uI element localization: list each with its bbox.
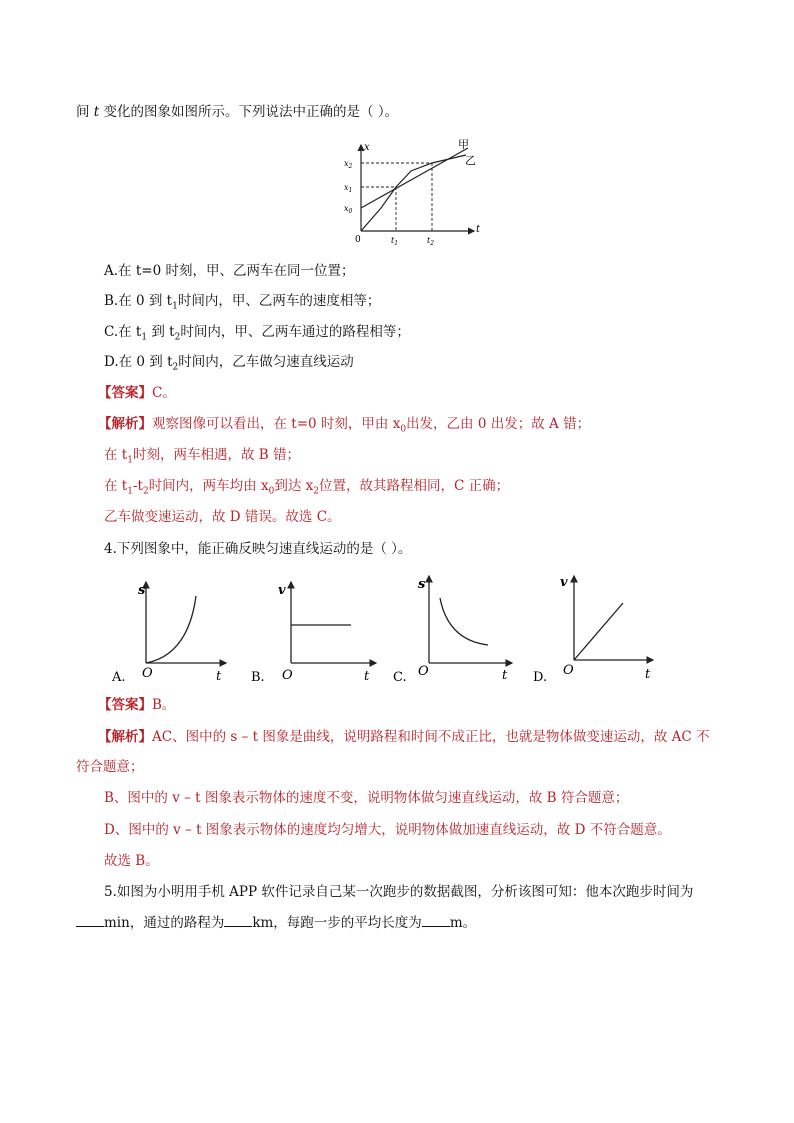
blank-time[interactable] bbox=[76, 926, 104, 927]
jia-line bbox=[361, 148, 468, 208]
origin-label: 0 bbox=[355, 235, 361, 245]
svg-text:x2: $x_2$ bbox=[344, 159, 353, 170]
q4-analysis-1: 【解析】AC、图中的 s – t 图象是曲线，说明路程和时间不成正比，也就是物体做变速运动，故 AC 不 bbox=[98, 729, 710, 745]
svg-text:t: t bbox=[216, 669, 222, 684]
blank-distance[interactable] bbox=[224, 926, 252, 927]
curve-a bbox=[146, 596, 196, 663]
q4-graph-d bbox=[533, 575, 653, 685]
line-d bbox=[574, 603, 623, 660]
q3-xt-graph bbox=[336, 135, 486, 247]
svg-text:v: v bbox=[560, 575, 568, 590]
yi-label: 乙 bbox=[465, 154, 476, 167]
q3-intro: 间 t 变化的图象如图所示。下列说法中正确的是（ ）。 bbox=[76, 104, 399, 120]
q4-graph-b bbox=[251, 582, 376, 685]
svg-text:O: O bbox=[282, 668, 293, 683]
jia-label: 甲 bbox=[458, 138, 469, 151]
q4-analysis-4: 故选 B。 bbox=[104, 853, 159, 869]
q3-option-d: D.在 0 到 $t_2$时间内，乙车做匀速直线运动 bbox=[104, 354, 354, 373]
q4-analysis-2: B、图中的 v – t 图象表示物体的速度不变，说明物体做匀速直线运动，故 B 符合题意； bbox=[104, 790, 629, 806]
q4-graph-a bbox=[111, 582, 226, 685]
svg-text:s: s bbox=[418, 577, 426, 592]
svg-text:O: O bbox=[142, 666, 153, 681]
svg-text:O: O bbox=[563, 663, 574, 678]
q3-analysis-4: 乙车做变速运动，故 D 错误。故选 C。 bbox=[104, 509, 341, 525]
svg-text:s: s bbox=[138, 583, 146, 598]
svg-text:O: O bbox=[418, 664, 429, 679]
q3-analysis-1: 【解析】观察图像可以看出，在 t=0 时刻，甲由 $x_0$出发，乙由 0 出发；故 A 错； bbox=[98, 416, 591, 435]
svg-text:D.: D. bbox=[533, 670, 548, 685]
q3-option-c: C.在 $t_1$ 到 $t_2$时间内，甲、乙两车通过的路程相等； bbox=[104, 324, 410, 343]
svg-text:A.: A. bbox=[112, 670, 126, 685]
q5-stem-1: 5.如图为小明用手机 APP 软件记录自己某一次跑步的数据截图，分析该图可知：他本次跑步时间为 bbox=[104, 884, 694, 900]
svg-text:t: t bbox=[645, 667, 651, 682]
q4-stem: 4.下列图象中，能正确反映匀速直线运动的是（ ）。 bbox=[104, 541, 412, 557]
q3-answer: 【答案】C。 bbox=[98, 385, 176, 401]
q3-analysis-3: 在 $t_1-t_2$时间内，两车均由 $x_0$到达 $x_2$位置，故其路程相同，C 正确； bbox=[104, 478, 510, 497]
svg-text:t: t bbox=[502, 668, 508, 683]
q3-option-b: B.在 0 到 $t_1$时间内，甲、乙两车的速度相等； bbox=[104, 293, 381, 312]
svg-text:t1: $t_1$ bbox=[391, 236, 399, 247]
q4-graph-c bbox=[393, 576, 512, 685]
q4-answer: 【答案】B。 bbox=[98, 697, 176, 713]
svg-text:t2: $t_2$ bbox=[427, 236, 435, 247]
svg-text:t: t bbox=[364, 669, 370, 684]
q4-analysis-1b: 符合题意； bbox=[76, 759, 144, 775]
svg-text:v: v bbox=[278, 583, 286, 598]
q3-option-a: A.在 t=0 时刻，甲、乙两车在同一位置； bbox=[104, 263, 355, 279]
yi-line bbox=[361, 155, 466, 231]
q5-stem-2: min，通过的路程为 km，每跑一步的平均长度为 m。 bbox=[76, 914, 476, 932]
q4-graphs bbox=[108, 570, 668, 688]
axis-t-label: t bbox=[476, 224, 481, 235]
axis-x-label: x bbox=[364, 142, 370, 153]
svg-text:x0: $x_0$ bbox=[344, 204, 353, 215]
svg-text:x1: $x_1$ bbox=[344, 183, 353, 194]
svg-text:B.: B. bbox=[251, 670, 265, 685]
q4-analysis-3: D、图中的 v – t 图象表示物体的速度均匀增大，说明物体做加速直线运动，故 D 不符合题意。 bbox=[104, 822, 671, 838]
q3-analysis-2: 在 $t_1$时刻，两车相遇，故 B 错； bbox=[104, 447, 300, 466]
svg-text:C.: C. bbox=[393, 670, 407, 685]
blank-step-length[interactable] bbox=[422, 926, 450, 927]
curve-c bbox=[440, 598, 488, 645]
